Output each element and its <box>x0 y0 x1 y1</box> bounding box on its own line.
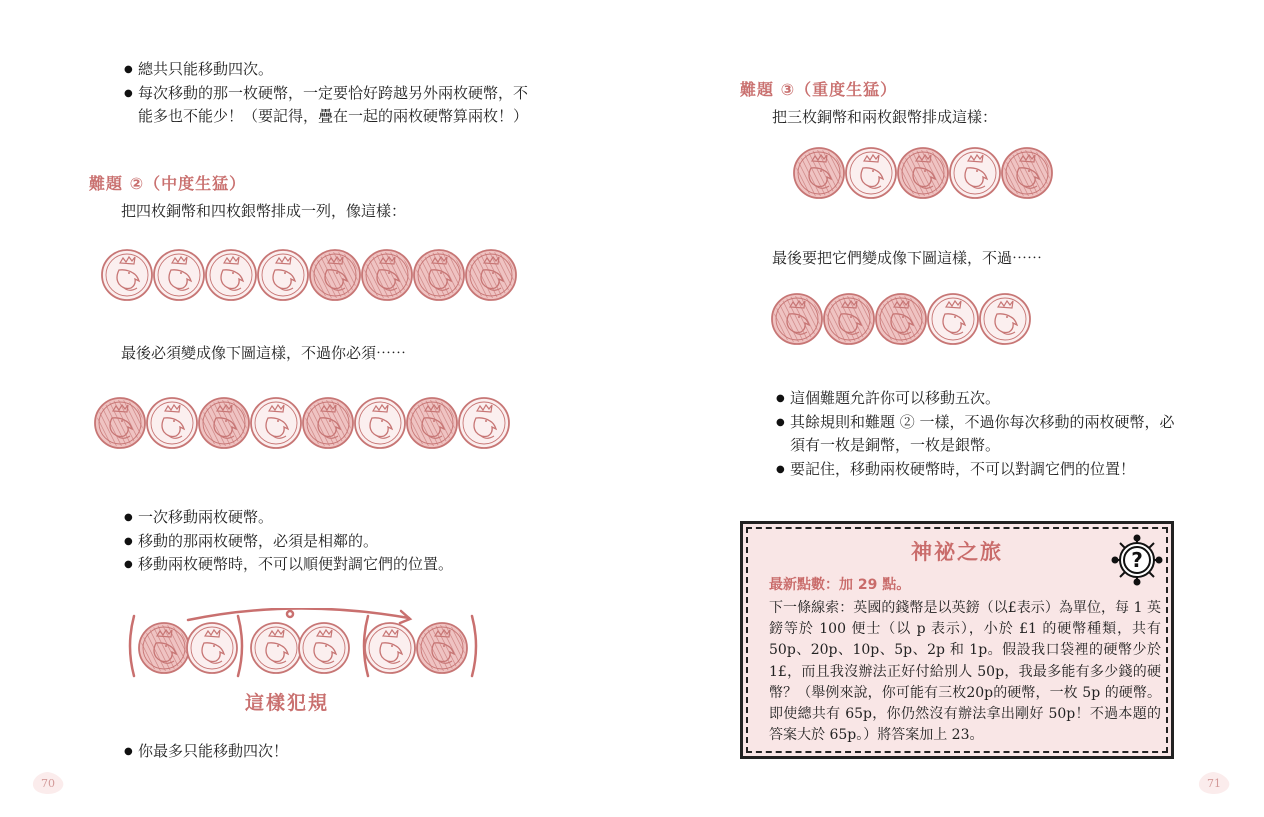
copper-coin <box>464 248 518 302</box>
silver-coin <box>204 248 258 302</box>
puzzle2-instruction: 把四枚銅幣和四枚銀幣排成一列，像這樣： <box>121 202 407 220</box>
copper-coin <box>405 396 459 450</box>
copper-coin <box>360 248 414 302</box>
copper-coin <box>896 146 950 200</box>
puzzle3-rules-list <box>776 387 1184 481</box>
silver-coin <box>249 396 303 450</box>
silver-coin <box>978 292 1032 346</box>
question-mark-badge-icon <box>1109 532 1165 588</box>
move-arrow-line <box>188 608 409 620</box>
mystery-clue-text: 下一條線索：英國的錢幣是以英鎊（以£表示）為單位，每 1 英鎊等於 100 便士（以 p 表示），小於 £1 的硬幣種類，共有50p、20p、10p、5p、2p 和 1p。假設我口袋裡的硬幣少於1£，而且我沒辦法正好付給別人 50p，我最多能有多少錢的硬幣？（舉例來說，你可能有三枚20p的硬幣，一枚 5p 的硬幣。即使總共有 65p，你仍然沒有辦法拿出剛好 50p！不過本題的答案大於 65p。）將答案加上 23。 <box>769 600 1161 744</box>
puzzle2-rule: ● 一次移動兩枚硬幣。 <box>124 506 544 530</box>
silver-coin <box>844 146 898 200</box>
silver-coin <box>152 248 206 302</box>
copper-coin <box>822 292 876 346</box>
silver-coin <box>926 292 980 346</box>
puzzle3-heading: 難題 ③（重度生猛） <box>740 80 898 99</box>
silver-coin <box>948 146 1002 200</box>
silver-coin <box>187 623 237 673</box>
copper-coin <box>770 292 824 346</box>
intro-rule: ● 每次移動的那一枚硬幣，一定要恰好跨越另外兩枚硬幣，不能多也不能少！（要記得，疊在一起的兩枚硬幣算兩枚！） <box>124 82 534 129</box>
final-rule: ● 你最多只能移動四次！ <box>124 740 424 764</box>
mystery-score: 最新點數：加 29 點。 <box>769 577 911 593</box>
silver-coin <box>353 396 407 450</box>
copper-coin <box>308 248 362 302</box>
copper-coin <box>792 146 846 200</box>
puzzle2-start-coin-row <box>100 248 516 302</box>
intro-rule: ● 總共只能移動四次。 <box>124 58 534 82</box>
copper-coin <box>197 396 251 450</box>
page-number-left <box>30 770 66 796</box>
puzzle2-target-text: 最後必須變成像下圖這樣，不過你必須⋯⋯ <box>121 344 407 362</box>
bracket-left-open <box>130 616 134 676</box>
copper-coin <box>1000 146 1054 200</box>
puzzle3-target-text: 最後要把它們變成像下圖這樣，不過⋯⋯ <box>772 249 1043 267</box>
silver-coin <box>299 623 349 673</box>
puzzle3-rule: ● 要記住，移動兩枚硬幣時，不可以對調它們的位置！ <box>776 458 1184 482</box>
puzzle3-instruction: 把三枚銅幣和兩枚銀幣排成這樣： <box>772 108 998 126</box>
puzzle2-rule: ● 移動的那兩枚硬幣，必須是相鄰的。 <box>124 530 544 554</box>
copper-coin <box>874 292 928 346</box>
puzzle2-target-coin-row <box>93 396 509 450</box>
puzzle2-heading: 難題 ②（中度生猛） <box>89 174 247 193</box>
copper-coin <box>412 248 466 302</box>
final-rule-list <box>124 740 424 764</box>
mystery-journey-box <box>740 521 1174 759</box>
page-number-text: 70 <box>41 776 55 790</box>
intro-rules-list <box>124 58 534 129</box>
puzzle3-start-coin-row <box>792 146 1052 200</box>
copper-coin <box>93 396 147 450</box>
silver-coin <box>100 248 154 302</box>
svg-text:?: ? <box>1131 548 1143 572</box>
illegal-move-label: 這樣犯規 <box>245 692 330 714</box>
bracket-right-close <box>472 616 476 676</box>
puzzle3-target-coin-row <box>770 292 1030 346</box>
puzzle2-rule: ● 移動兩枚硬幣時，不可以順便對調它們的位置。 <box>124 553 544 577</box>
puzzle2-rules-list <box>124 506 544 577</box>
silver-coin <box>256 248 310 302</box>
silver-coin <box>365 623 415 673</box>
mystery-title: 神祕之旅 <box>911 540 1003 564</box>
silver-coin <box>145 396 199 450</box>
silver-coin <box>251 623 301 673</box>
silver-coin <box>457 396 511 450</box>
puzzle3-rule: ● 其餘規則和難題 ② 一樣，不過你每次移動的兩枚硬幣，必須有一枚是銅幣，一枚是銀幣。 <box>776 411 1184 458</box>
bracket-left-close <box>238 616 242 676</box>
copper-coin <box>301 396 355 450</box>
page-number-right <box>1196 770 1232 796</box>
puzzle3-rule: ● 這個難題允許你可以移動五次。 <box>776 387 1184 411</box>
page-number-text: 71 <box>1207 776 1221 790</box>
